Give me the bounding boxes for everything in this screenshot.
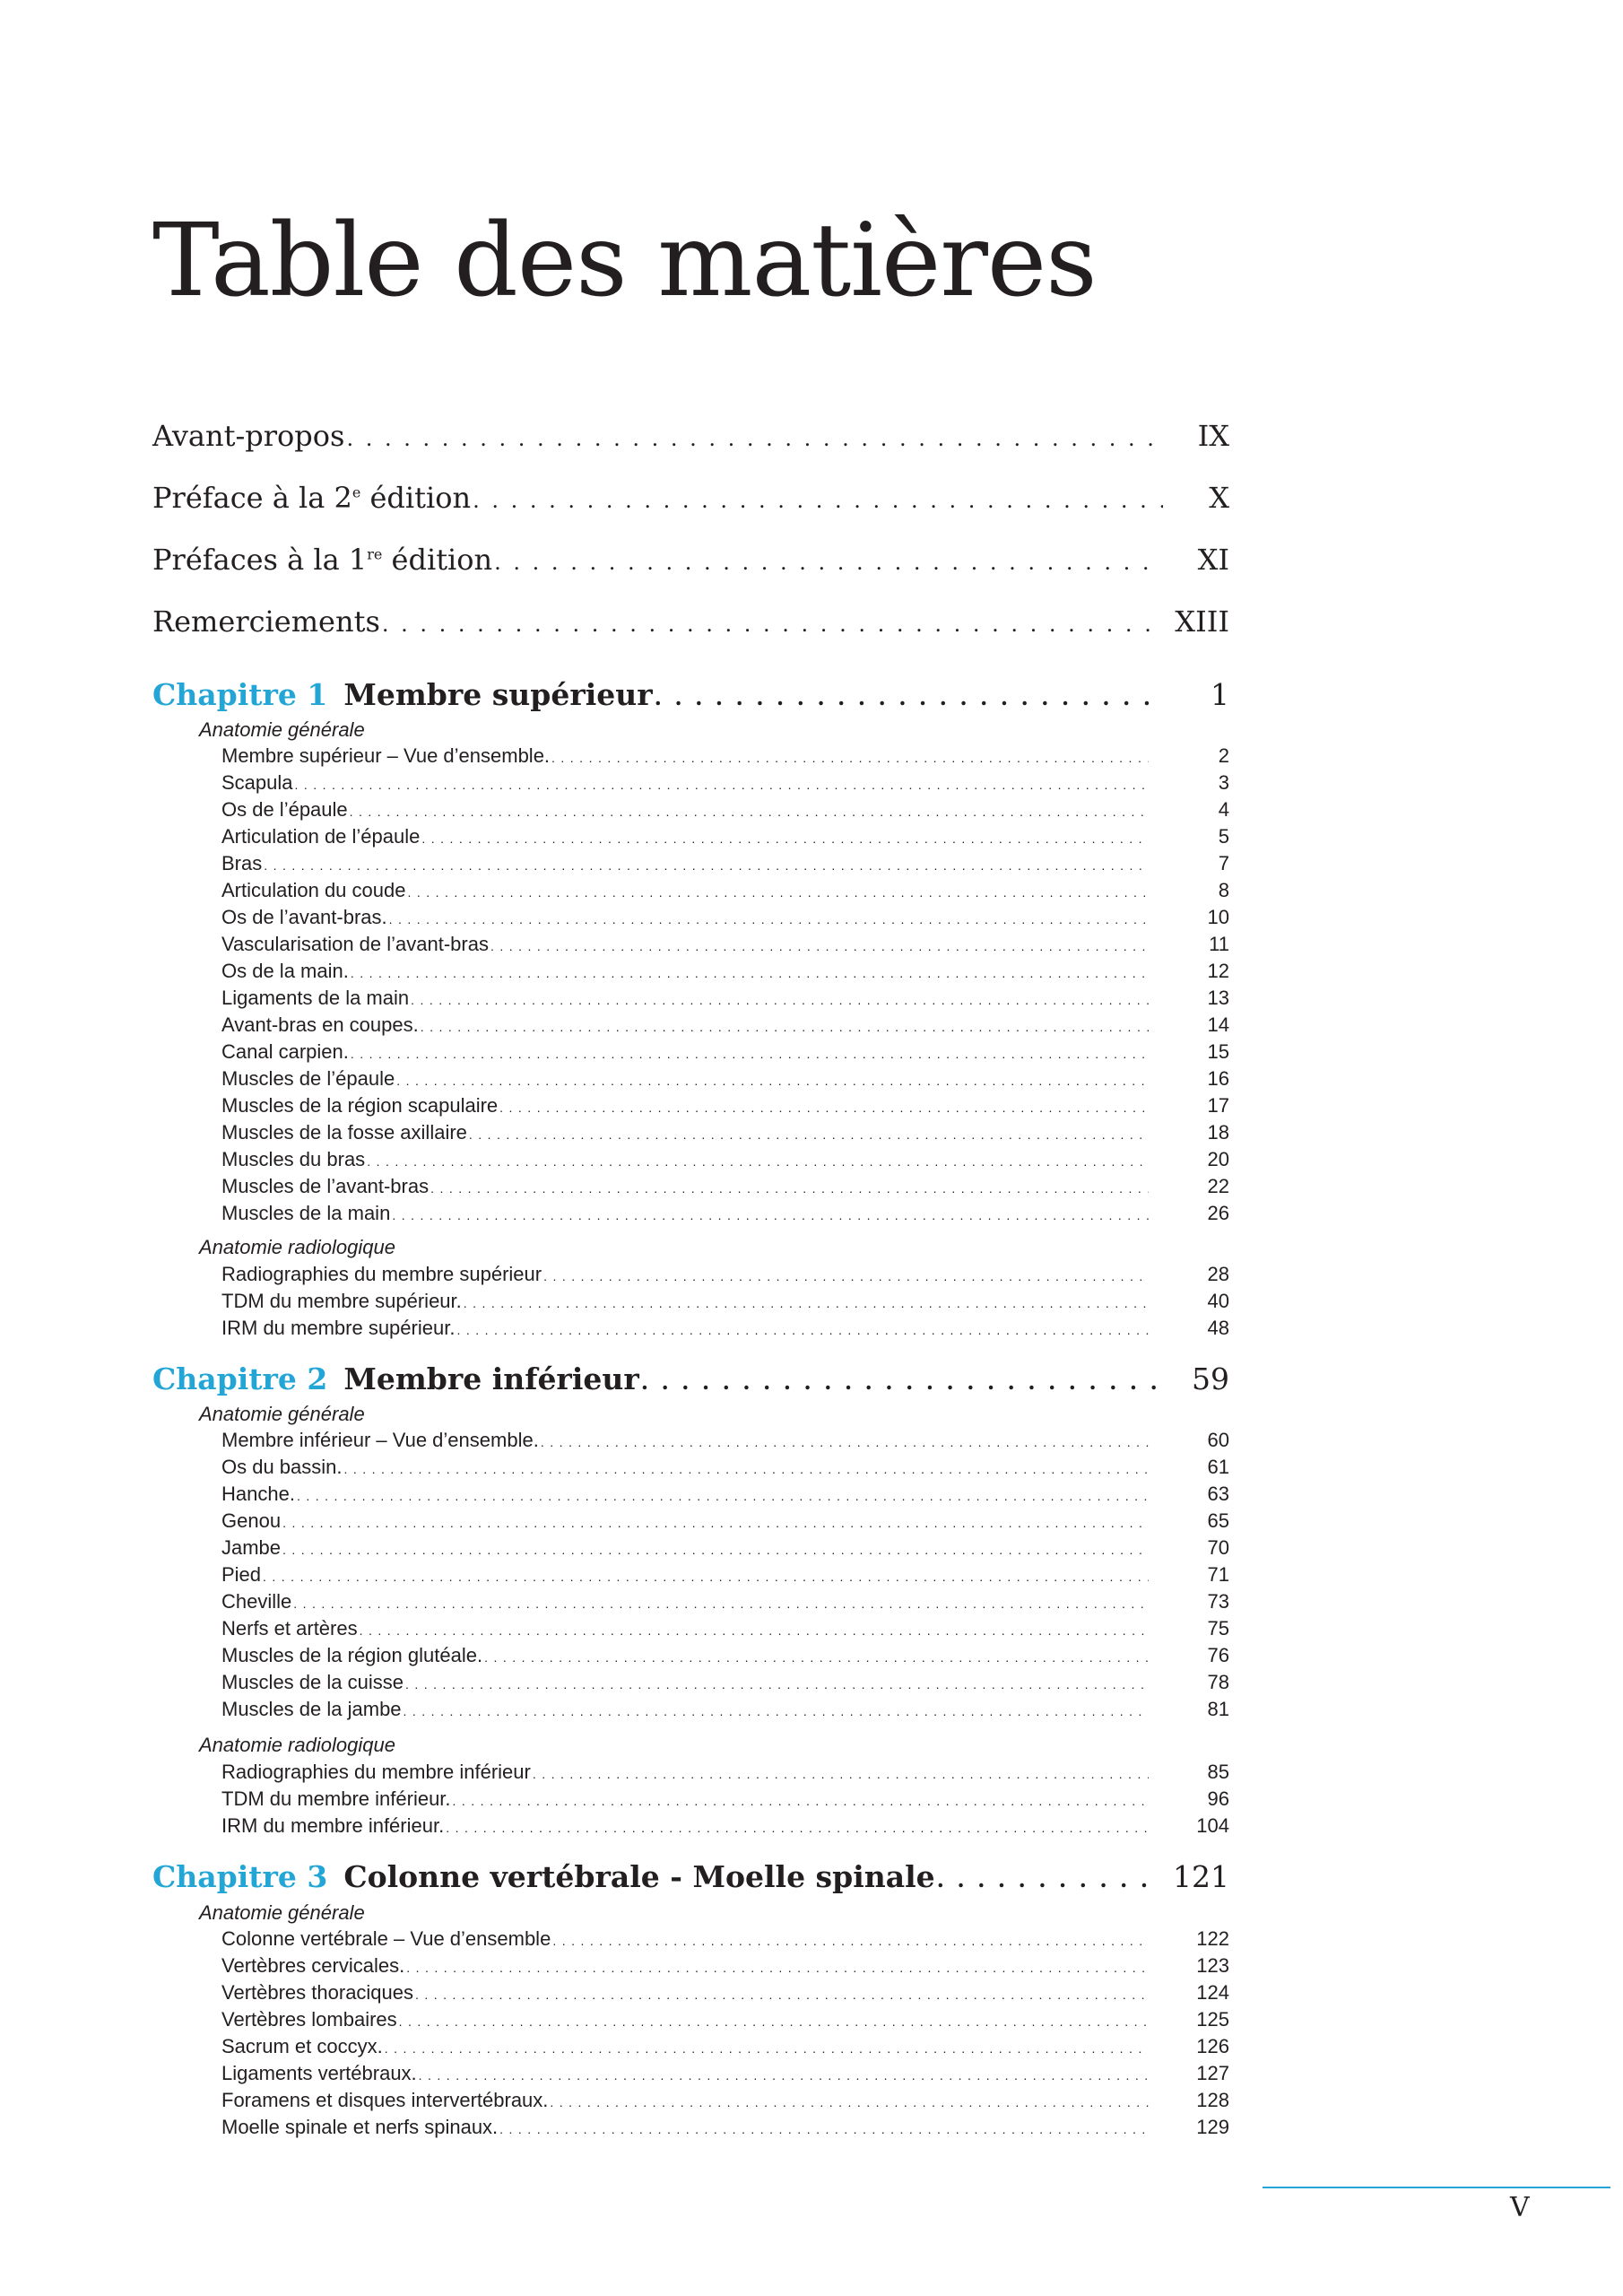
dot-leader [473, 488, 1163, 513]
dot-leader [350, 804, 1149, 819]
page-number: 124 [1196, 1981, 1229, 2004]
toc-entry[interactable] [221, 2035, 1229, 2062]
dot-leader [264, 858, 1149, 873]
page-number: IX [1197, 419, 1229, 453]
entry-title: Vertèbres cervicales. [221, 1954, 405, 1977]
dot-leader [543, 1269, 1149, 1283]
dot-leader [641, 1369, 1163, 1395]
toc-row-front-matter[interactable] [152, 481, 1229, 520]
toc-row-front-matter[interactable] [152, 543, 1229, 582]
toc-entry[interactable] [221, 1509, 1229, 1536]
toc-entry[interactable] [221, 933, 1229, 960]
entry-title: Os du bassin. [221, 1456, 343, 1478]
page-number: 11 [1209, 933, 1229, 955]
toc-entry[interactable] [221, 1563, 1229, 1590]
toc-entry[interactable] [221, 1067, 1229, 1094]
toc-entry[interactable] [221, 906, 1229, 933]
entry-title: Bras [221, 852, 263, 874]
entry-title: Colonne vertébrale – Vue d’ensemble [221, 1927, 551, 1950]
chapter-title: Membre supérieur [343, 677, 653, 712]
entry-title: Muscles de la main [221, 1202, 391, 1224]
dot-leader [456, 1323, 1149, 1337]
footer-rule [1263, 2187, 1610, 2188]
dot-leader [385, 2041, 1149, 2056]
toc-entry[interactable] [221, 1536, 1229, 1563]
entry-title: Jambe [221, 1536, 282, 1559]
chapter-title: Colonne vertébrale - Moelle spinale [343, 1859, 935, 1894]
page-number: 5 [1218, 825, 1229, 848]
entry-title: Membre supérieur – Vue d’ensemble. [221, 744, 551, 767]
dot-leader [282, 1516, 1149, 1530]
toc-entry[interactable] [221, 1429, 1229, 1456]
entry-title: Canal carpien. [221, 1040, 349, 1063]
dot-leader [407, 885, 1149, 900]
section-heading: Anatomie générale [199, 1403, 365, 1425]
dot-leader [293, 1596, 1149, 1611]
entry-title: Pied [221, 1563, 262, 1586]
section-heading: Anatomie générale [199, 718, 365, 741]
entry-title: Muscles de l’épaule [221, 1067, 395, 1090]
toc-entry[interactable] [221, 1761, 1229, 1787]
entry-title: Scapula [221, 771, 293, 794]
dot-leader [550, 2095, 1149, 2109]
dot-leader [421, 831, 1149, 846]
toc-entry[interactable] [221, 771, 1229, 798]
toc-entry[interactable] [221, 1671, 1229, 1698]
page-number: 12 [1207, 960, 1229, 982]
section-heading: Anatomie générale [199, 1901, 365, 1924]
section-heading: Anatomie radiologique [199, 1236, 395, 1258]
dot-leader [282, 1543, 1149, 1557]
entry-title: Articulation de l’épaule [221, 825, 421, 848]
entry-title: Muscles de la région scapulaire [221, 1094, 499, 1117]
dot-leader [484, 1650, 1149, 1665]
entry-title: Radiographies du membre supérieur [221, 1263, 542, 1285]
entry-title: TDM du membre inférieur. [221, 1787, 451, 1810]
entry-title: Os de l’avant-bras. [221, 906, 387, 928]
page-number: 129 [1196, 2116, 1229, 2138]
page-number: 22 [1207, 1175, 1229, 1197]
dot-leader [411, 993, 1149, 1007]
toc-entry[interactable] [221, 2062, 1229, 2089]
page-number: 14 [1207, 1013, 1229, 1036]
page-number: 71 [1207, 1563, 1229, 1586]
dot-leader [295, 778, 1149, 792]
toc-entry[interactable] [221, 1202, 1229, 1229]
dot-leader [430, 1181, 1149, 1196]
dot-leader [297, 1489, 1149, 1503]
toc-entry[interactable] [221, 744, 1229, 771]
chapter-number: Chapitre 2 [152, 1361, 328, 1396]
toc-entry[interactable] [221, 1483, 1229, 1509]
dot-leader [344, 1462, 1149, 1476]
entry-title: IRM du membre supérieur. [221, 1317, 456, 1339]
entry-title: Foramens et disques intervertébraux. [221, 2089, 549, 2111]
page-number: XIII [1175, 604, 1229, 639]
toc-entry[interactable] [221, 1644, 1229, 1671]
chapter-number: Chapitre 1 [152, 677, 328, 712]
entry-title: Muscles de l’avant-bras [221, 1175, 430, 1197]
dot-leader [351, 1047, 1149, 1061]
entry-title: Préface à la 2e édition [152, 481, 472, 515]
toc-entry[interactable] [221, 2008, 1229, 2035]
page-number: 16 [1207, 1067, 1229, 1090]
toc-entry[interactable] [221, 1981, 1229, 2008]
dot-leader [392, 1208, 1149, 1222]
toc-entry[interactable] [221, 1456, 1229, 1483]
entry-title: Muscles de la jambe [221, 1698, 402, 1720]
chapter-heading[interactable] [152, 677, 1229, 718]
page-number: 65 [1207, 1509, 1229, 1532]
page-number: 28 [1207, 1263, 1229, 1285]
page-number: 8 [1218, 879, 1229, 901]
entry-title: Hanche. [221, 1483, 295, 1505]
entry-title: Remerciements [152, 604, 380, 639]
page-number: 96 [1207, 1787, 1229, 1810]
page-folio: V [1510, 2192, 1530, 2223]
entry-title: Muscles du bras [221, 1148, 366, 1170]
page-number: 70 [1207, 1536, 1229, 1559]
dot-leader [360, 1623, 1149, 1638]
entry-title: Ligaments de la main [221, 987, 410, 1009]
toc-entry[interactable] [221, 1263, 1229, 1290]
entry-title: Nerfs et artères [221, 1617, 358, 1639]
entry-title: Articulation du coude [221, 879, 406, 901]
page-number: 81 [1207, 1698, 1229, 1720]
page-number: X [1209, 481, 1229, 515]
page-number: 127 [1196, 2062, 1229, 2084]
entry-title: Vertèbres lombaires [221, 2008, 397, 2031]
dot-leader [541, 1435, 1149, 1449]
toc-entry[interactable] [221, 1617, 1229, 1644]
toc-entry[interactable] [221, 798, 1229, 825]
dot-leader [421, 1020, 1149, 1034]
dot-leader [389, 912, 1149, 926]
entry-title: Os de l’épaule [221, 798, 348, 821]
dot-leader [382, 612, 1162, 637]
page-number: 122 [1196, 1927, 1229, 1950]
page-number: 78 [1207, 1671, 1229, 1693]
dot-leader [396, 1074, 1149, 1088]
section-heading: Anatomie radiologique [199, 1734, 395, 1756]
toc-entry[interactable] [221, 1590, 1229, 1617]
page-number: 63 [1207, 1483, 1229, 1505]
dot-leader [346, 426, 1163, 451]
page-number: 17 [1207, 1094, 1229, 1117]
entry-title: Genou [221, 1509, 282, 1532]
toc-entry[interactable] [221, 1013, 1229, 1040]
toc-entry[interactable] [221, 960, 1229, 987]
toc-entry[interactable] [221, 1290, 1229, 1317]
toc-entry[interactable] [221, 1927, 1229, 1954]
entry-title: Vascularisation de l’avant-bras [221, 933, 489, 955]
dot-leader [490, 939, 1149, 953]
dot-leader [494, 550, 1163, 575]
page-title: Table des matières [152, 203, 1097, 319]
toc-entry[interactable] [221, 1094, 1229, 1121]
toc-entry[interactable] [221, 1787, 1229, 1814]
dot-leader [533, 1767, 1149, 1781]
page-number: 121 [1173, 1859, 1229, 1894]
entry-title: Muscles de la région glutéale. [221, 1644, 483, 1666]
entry-title: Sacrum et coccyx. [221, 2035, 383, 2057]
entry-title: Avant-propos [152, 419, 345, 453]
page-number: 2 [1218, 744, 1229, 767]
toc-entry[interactable] [221, 1317, 1229, 1344]
toc-entry[interactable] [221, 1040, 1229, 1067]
entry-title: Muscles de la cuisse [221, 1671, 404, 1693]
toc-entry[interactable] [221, 1148, 1229, 1175]
page-number: 40 [1207, 1290, 1229, 1312]
page-number: 26 [1207, 1202, 1229, 1224]
page-number: 125 [1196, 2008, 1229, 2031]
dot-leader [655, 684, 1163, 710]
entry-title: TDM du membre supérieur. [221, 1290, 462, 1312]
page-number: 3 [1218, 771, 1229, 794]
page-number: 20 [1207, 1148, 1229, 1170]
page-number: 1 [1211, 677, 1229, 712]
page-number: 60 [1207, 1429, 1229, 1451]
page-number: 59 [1192, 1361, 1229, 1396]
entry-title: Cheville [221, 1590, 292, 1613]
entry-title: Os de la main. [221, 960, 349, 982]
page-number: 73 [1207, 1590, 1229, 1613]
toc-row-front-matter[interactable] [152, 604, 1229, 644]
dot-leader [937, 1866, 1160, 1892]
page-number: 104 [1196, 1814, 1229, 1837]
entry-title: Vertèbres thoraciques [221, 1981, 414, 2004]
dot-leader [499, 2122, 1149, 2136]
chapter-heading[interactable] [152, 1361, 1229, 1403]
entry-title: Avant-bras en coupes. [221, 1013, 419, 1036]
dot-leader [464, 1296, 1149, 1310]
page-number: 75 [1207, 1617, 1229, 1639]
page-number: 123 [1196, 1954, 1229, 1977]
page-number: 15 [1207, 1040, 1229, 1063]
dot-leader [405, 1677, 1149, 1692]
page-number: XI [1197, 543, 1229, 577]
dot-leader [469, 1127, 1149, 1142]
dot-leader [453, 1794, 1149, 1808]
page-number: 13 [1207, 987, 1229, 1009]
toc-entry[interactable] [221, 1121, 1229, 1148]
page-number: 4 [1218, 798, 1229, 821]
toc-entry[interactable] [221, 987, 1229, 1013]
dot-leader [404, 1704, 1149, 1718]
page-number: 18 [1207, 1121, 1229, 1144]
toc-row-front-matter[interactable] [152, 419, 1229, 458]
dot-leader [263, 1570, 1149, 1584]
dot-leader [351, 966, 1149, 980]
entry-title: IRM du membre inférieur. [221, 1814, 445, 1837]
toc-entry[interactable] [221, 1698, 1229, 1725]
entry-title: Muscles de la fosse axillaire [221, 1121, 467, 1144]
dot-leader [399, 2014, 1149, 2029]
dot-leader [406, 1961, 1149, 1975]
page-number: 126 [1196, 2035, 1229, 2057]
dot-leader [367, 1154, 1149, 1169]
entry-title: Membre inférieur – Vue d’ensemble. [221, 1429, 539, 1451]
dot-leader [419, 2068, 1149, 2083]
chapter-title: Membre inférieur [343, 1361, 639, 1396]
page-number: 10 [1207, 906, 1229, 928]
page-number: 85 [1207, 1761, 1229, 1783]
page-number: 128 [1196, 2089, 1229, 2111]
entry-title: Radiographies du membre inférieur [221, 1761, 531, 1783]
entry-title: Préfaces à la 1re édition [152, 543, 493, 577]
dot-leader [499, 1100, 1149, 1115]
toc-entry[interactable] [221, 1814, 1229, 1841]
page-number: 76 [1207, 1644, 1229, 1666]
dot-leader [446, 1821, 1149, 1835]
dot-leader [552, 1934, 1149, 1948]
page-number: 61 [1207, 1456, 1229, 1478]
dot-leader [551, 751, 1149, 765]
chapter-heading[interactable] [152, 1859, 1229, 1900]
toc-entry[interactable] [221, 852, 1229, 879]
toc-entry[interactable] [221, 1954, 1229, 1981]
toc-entry[interactable] [221, 2089, 1229, 2116]
page-number: 48 [1207, 1317, 1229, 1339]
toc-entry[interactable] [221, 879, 1229, 906]
toc-entry[interactable] [221, 1175, 1229, 1202]
page-number: 7 [1218, 852, 1229, 874]
entry-title: Ligaments vertébraux. [221, 2062, 417, 2084]
entry-title: Moelle spinale et nerfs spinaux. [221, 2116, 499, 2138]
chapter-number: Chapitre 3 [152, 1859, 328, 1894]
toc-entry[interactable] [221, 825, 1229, 852]
toc-entry[interactable] [221, 2116, 1229, 2143]
dot-leader [415, 1987, 1149, 2002]
